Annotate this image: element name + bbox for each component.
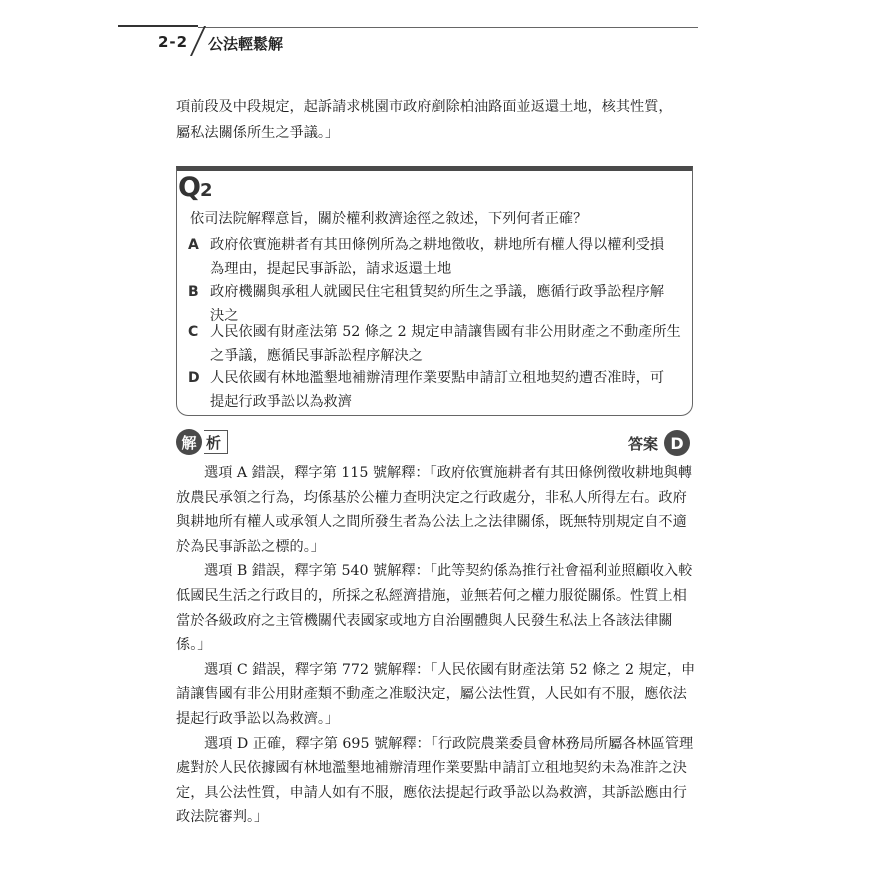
option-line: 人民依國有財產法第 52 條之 2 規定申請讓售國有非公用財產之不動產所生	[210, 324, 681, 340]
option-letter: C	[188, 324, 199, 340]
option-text	[210, 320, 688, 368]
option-letter: B	[188, 284, 199, 300]
intro-line: 項前段及中段規定，起訴請求桃園市政府剷除柏油路面並返還土地，核其性質，	[176, 99, 673, 115]
analysis-paragraph-a: 選項 A 錯誤，釋字第 115 號解釋：「政府依實施耕者有其田條例徵收耕地與轉放農民承領之行為，均係基於公權力查明決定之行政處分，非私人所得左右。政府與耕地所有權人或承領人之間所發生者為公法上之法律關係，既無特別規定自不適於為民事訴訟之標的。」	[176, 465, 693, 555]
header-slash	[190, 26, 206, 56]
section-number: 2-2	[158, 33, 189, 51]
option-line: 提起行政爭訟以為救濟	[210, 394, 352, 410]
answer-label: 答案	[628, 434, 659, 453]
option-a	[188, 233, 688, 281]
option-line: 人民依國有林地濫墾地補辦清理作業要點申請訂立租地契約遭否准時，可	[210, 370, 665, 386]
option-line: 政府機關與承租人就國民住宅租賃契約所生之爭議，應循行政爭訟程序解	[210, 284, 665, 300]
option-line: 為理由，提起民事訴訟，請求返還土地	[210, 261, 452, 277]
option-line: 之爭議，應循民事訴訟程序解決之	[210, 348, 423, 364]
analysis-body	[176, 461, 696, 830]
analysis-heading	[176, 430, 228, 454]
analysis-paragraph-c: 選項 C 錯誤，釋字第 772 號解釋：「人民依國有財產法第 52 條之 2 規定，申請讓售國有非公用財產類不動產之准駁決定，屬公法性質，人民如有不服，應依法提起行政爭訟以為救濟。」	[176, 661, 696, 727]
question-text: 依司法院解釋意旨，關於權利救濟途徑之敘述，下列何者正確？	[190, 211, 588, 227]
intro-line: 屬私法關係所生之爭議。」	[176, 125, 340, 141]
question-letter: Q	[178, 172, 200, 203]
answer-block	[628, 430, 690, 456]
question-number: 2	[199, 180, 212, 201]
question-label	[178, 172, 211, 203]
option-line: 政府依實施耕者有其田條例所為之耕地徵收，耕地所有權人得以權利受損	[210, 237, 665, 253]
header-rule-left	[118, 25, 198, 27]
option-d	[188, 366, 688, 414]
analysis-label: 析	[204, 430, 228, 454]
answer-badge: D	[664, 430, 690, 456]
option-c	[188, 320, 688, 368]
option-letter: A	[188, 237, 199, 253]
header-rule-right	[198, 27, 698, 28]
option-line: 決之	[210, 308, 239, 324]
section-title: 公法輕鬆解	[208, 35, 284, 53]
intro-text	[176, 94, 698, 146]
analysis-badge: 解	[176, 429, 202, 455]
analysis-paragraph-d: 選項 D 正確，釋字第 695 號解釋：「行政院農業委員會林務局所屬各林區管理處對於人民依據國有林地濫墾地補辦清理作業要點申請訂立租地契約未為准許之決定，具公法性質，申請人如有不服，應依法提起行政爭訟以為救濟，其訴訟應由行政法院審判。」	[176, 735, 694, 826]
option-text	[210, 233, 688, 281]
option-letter: D	[188, 370, 200, 386]
page-header	[0, 0, 896, 70]
analysis-paragraph-b: 選項 B 錯誤，釋字第 540 號解釋：「此等契約係為推行社會福利並照顧收入較低國民生活之行政目的，所採之私經濟措施，並無若何之權力服從關係。性質上相當於各級政府之主管機關代表國家或地方自治團體與人民發生私法上各該法律關係。」	[176, 563, 693, 654]
option-text	[210, 366, 688, 414]
